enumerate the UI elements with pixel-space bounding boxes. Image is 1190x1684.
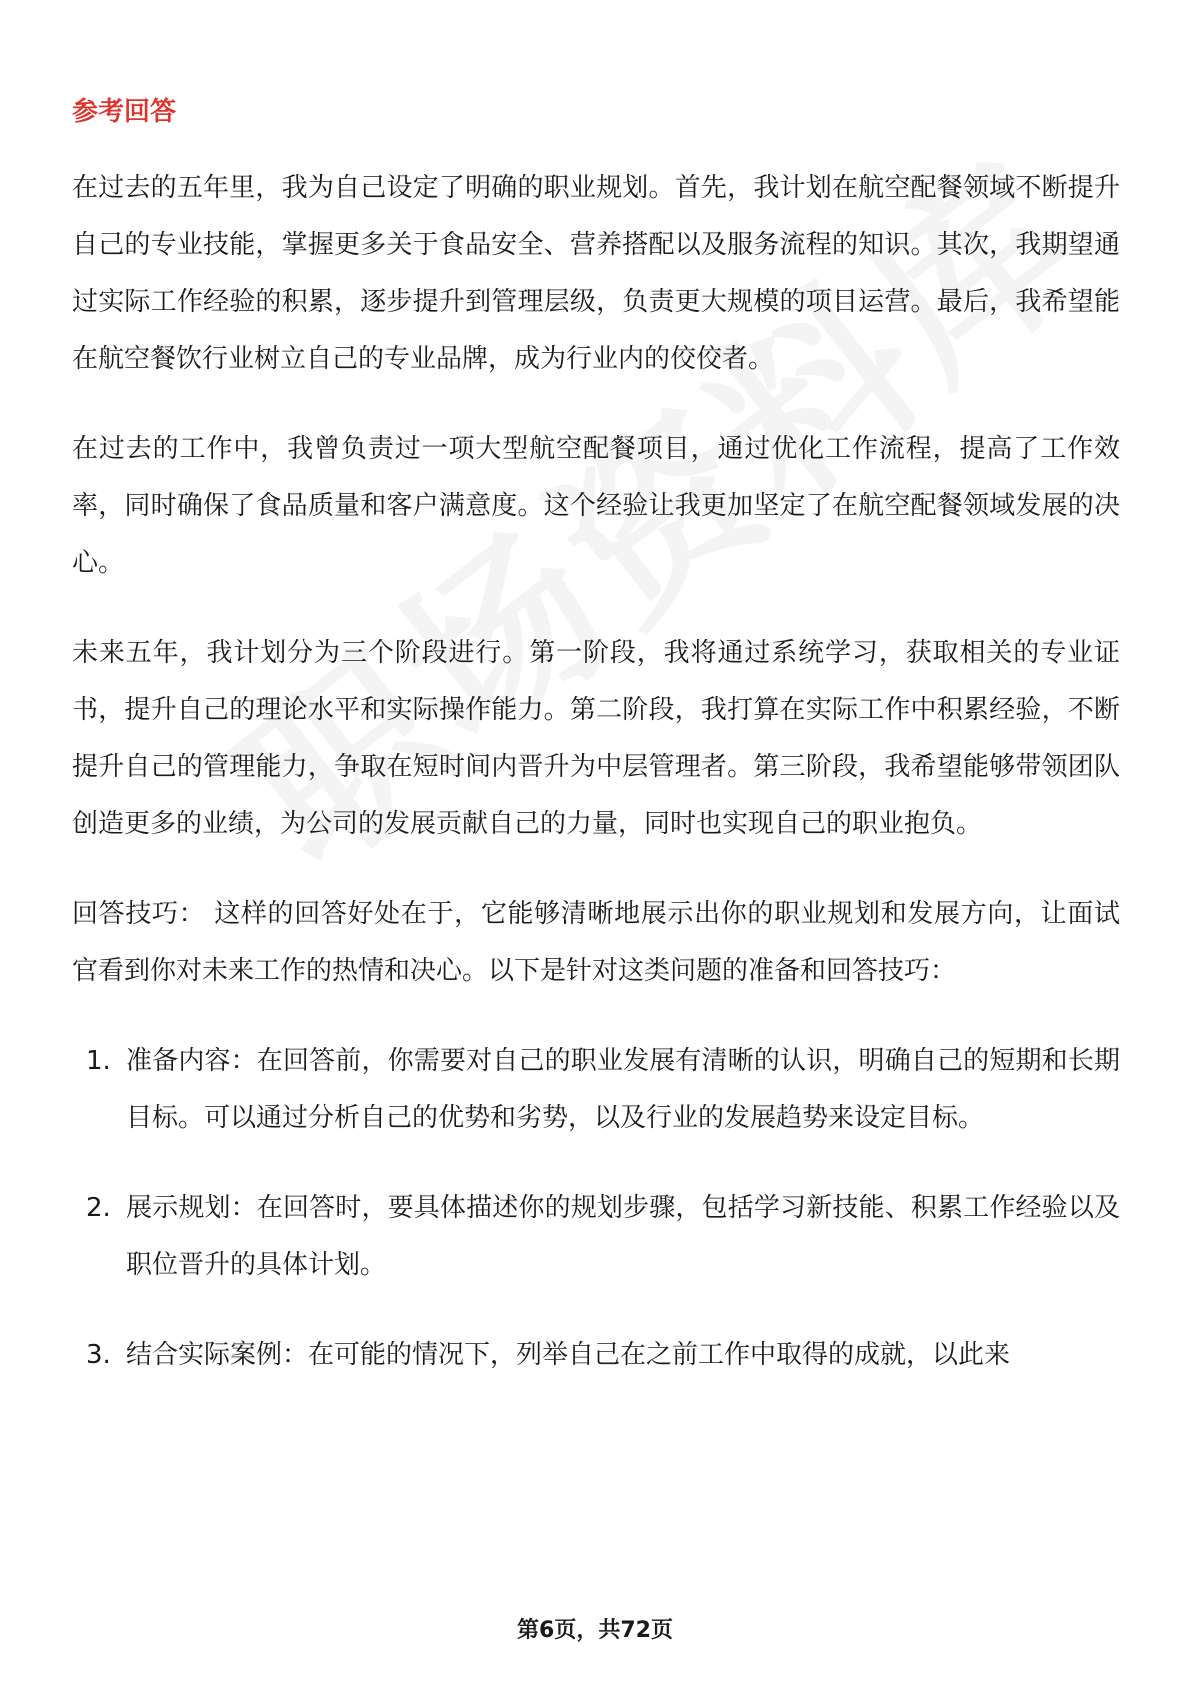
list-item-text: 展示规划：在回答时，要具体描述你的规划步骤，包括学习新技能、积累工作经验以及职位晋升的具体计划。 <box>126 1193 1120 1280</box>
list-item <box>72 1033 1120 1147</box>
list-item <box>72 1327 1120 1384</box>
paragraph-five-year-stages: 未来五年，我计划分为三个阶段进行。第一阶段，我将通过系统学习，获取相关的专业证书，提升自己的理论水平和实际操作能力。第二阶段，我打算在实际工作中积累经验，不断提升自己的管理能力，争取在短时间内晋升为中层管理者。第三阶段，我希望能够带领团队创造更多的业绩，为公司的发展贡献自己的力量，同时也实现自己的职业抱负。 <box>72 638 1120 839</box>
document-body <box>72 160 1120 1417</box>
list-item <box>72 1180 1120 1294</box>
paragraph-answer-tips: 回答技巧： 这样的回答好处在于，它能够清晰地展示出你的职业规划和发展方向，让面试官看到你对未来工作的热情和决心。以下是针对这类问题的准备和回答技巧： <box>72 899 1120 986</box>
list-item-text: 结合实际案例：在可能的情况下，列举自己在之前工作中取得的成就，以此来 <box>126 1340 1011 1370</box>
list-item-text: 准备内容：在回答前，你需要对自己的职业发展有清晰的认识，明确自己的短期和长期目标。可以通过分析自己的优势和劣势，以及行业的发展趋势来设定目标。 <box>126 1046 1120 1133</box>
list-item-number: 2. <box>86 1193 111 1223</box>
page-number-footer: 第6页，共72页 <box>517 1618 673 1643</box>
section-heading: 参考回答 <box>72 97 177 127</box>
list-item-number: 3. <box>86 1340 111 1370</box>
paragraph-past-experience: 在过去的工作中，我曾负责过一项大型航空配餐项目，通过优化工作流程，提高了工作效率，同时确保了食品质量和客户满意度。这个经验让我更加坚定了在航空配餐领域发展的决心。 <box>72 434 1120 578</box>
paragraph-career-plan: 在过去的五年里，我为自己设定了明确的职业规划。首先，我计划在航空配餐领域不断提升自己的专业技能，掌握更多关于食品安全、营养搭配以及服务流程的知识。其次，我期望通过实际工作经验的积累，逐步提升到管理层级，负责更大规模的项目运营。最后，我希望能在航空餐饮行业树立自己的专业品牌，成为行业内的佼佼者。 <box>72 173 1120 374</box>
tips-list <box>72 1033 1120 1384</box>
list-item-number: 1. <box>86 1046 111 1076</box>
